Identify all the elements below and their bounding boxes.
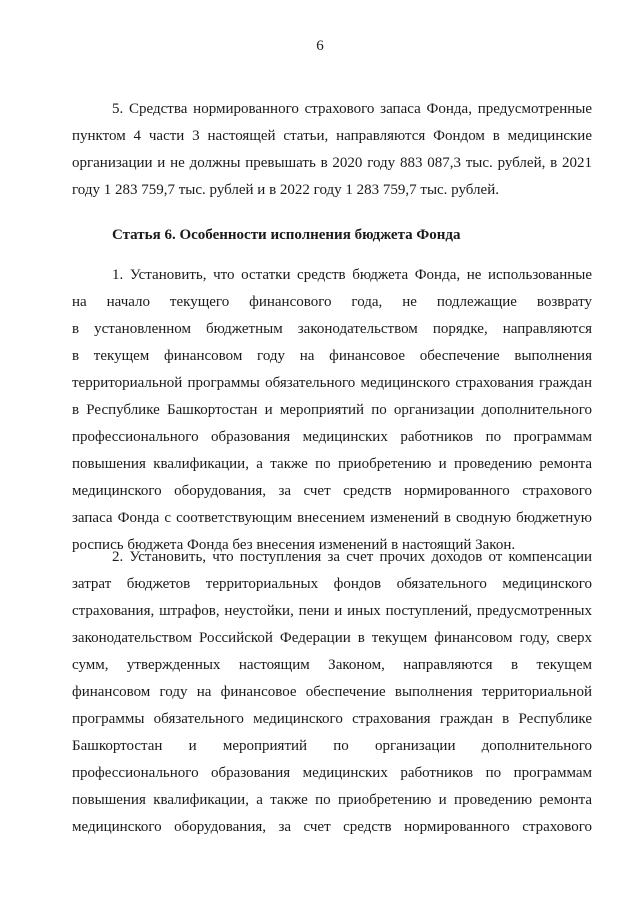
paragraph-line: страхования, штрафов, неустойки, пени и иных поступлений, предусмотренных (72, 603, 592, 619)
paragraph-line: в Республике Башкортостан и мероприятий по организации дополнительного (72, 402, 592, 418)
paragraph-line: 5. Средства нормированного страхового запаса Фонда, предусмотренные (112, 101, 592, 117)
paragraph-line: пунктом 4 части 3 настоящей статьи, направляются Фондом в медицинские (72, 128, 592, 144)
item-2 (72, 544, 592, 841)
paragraph-line: программы обязательного медицинского страхования граждан в Республике (72, 711, 592, 727)
paragraph-line: профессионального образования медицинских работников по программам (72, 765, 592, 781)
paragraph-line: затрат бюджетов территориальных фондов обязательного медицинского (72, 576, 592, 592)
article-heading: Статья 6. Особенности исполнения бюджета Фонда (112, 227, 461, 243)
paragraph-line: 2. Установить, что поступления за счет прочих доходов от компенсации (112, 549, 592, 565)
paragraph-line: Башкортостан и мероприятий по организации дополнительного (72, 738, 592, 754)
paragraph-line: на начало текущего финансового года, не подлежащие возврату (72, 294, 592, 310)
paragraph-line: роспись бюджета Фонда без внесения изменений в настоящий Закон. (72, 537, 516, 553)
paragraph-line: запаса Фонда с соответствующим внесением изменений в сводную бюджетную (72, 510, 592, 526)
paragraph-line: законодательством Российской Федерации в текущем финансовом году, сверх (72, 630, 592, 646)
paragraph-line: повышения квалификации, а также по приобретению и проведению ремонта (72, 456, 592, 472)
item-1 (72, 262, 592, 559)
paragraph-5 (72, 96, 592, 204)
paragraph-line: территориальной программы обязательного медицинского страхования граждан (72, 375, 592, 391)
paragraph-line: организации и не должны превышать в 2020 году 883 087,3 тыс. рублей, в 2021 (72, 155, 592, 171)
paragraph-line: в установленном бюджетным законодательством порядке, направляются (72, 321, 592, 337)
paragraph-line: медицинского оборудования, за счет средств нормированного страхового (72, 819, 592, 835)
paragraph-line: повышения квалификации, а также по приобретению и проведению ремонта (72, 792, 592, 808)
paragraph-line: финансовом году на финансовое обеспечение выполнения территориальной (72, 684, 592, 700)
paragraph-line: году 1 283 759,7 тыс. рублей и в 2022 году 1 283 759,7 тыс. рублей. (72, 182, 499, 198)
paragraph-line: 1. Установить, что остатки средств бюджета Фонда, не использованные (112, 267, 592, 283)
paragraph-line: медицинского оборудования, за счет средств нормированного страхового (72, 483, 592, 499)
paragraph-line: в текущем финансовом году на финансовое обеспечение выполнения (72, 348, 592, 364)
paragraph-line: профессионального образования медицинских работников по программам (72, 429, 592, 445)
page-number: 6 (316, 38, 324, 54)
paragraph-line: сумм, утвержденных настоящим Законом, направляются в текущем (72, 657, 592, 673)
